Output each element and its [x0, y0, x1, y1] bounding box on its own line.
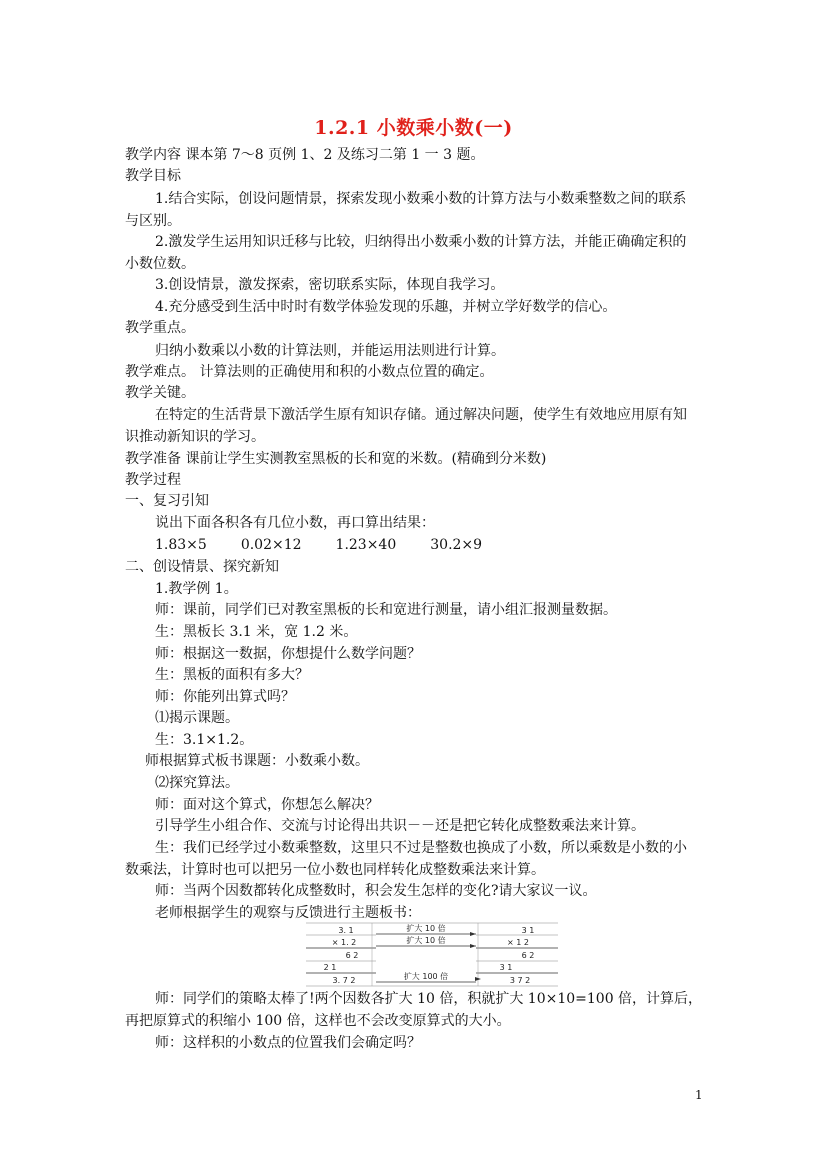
calc-item: 30.2×9: [430, 537, 483, 553]
s2-line: 生：黑板长 3.1 米，宽 1.2 米。: [155, 624, 358, 640]
s2-line: ⑴揭示课题。: [155, 710, 239, 726]
s2-line: 老师根据学生的观察与反馈进行主题板书：: [155, 905, 421, 921]
arrow-label-3: 扩大 100 倍: [403, 972, 449, 981]
crux-line-2: 识推动新知识的学习。: [125, 429, 265, 445]
lesson-title: 1.2.1 小数乘小数(一): [314, 117, 513, 139]
goal-3: 3.创设情景，激发探索，密切联系实际，体现自我学习。: [155, 277, 505, 293]
s2-line: 师：课前，同学们已对教室黑板的长和宽进行测量，请小组汇报测量数据。: [155, 602, 617, 618]
s2-line: ⑵探究算法。: [155, 775, 239, 791]
goal-1-line-1: 1.结合实际，创设问题情景，探索发现小数乘小数的计算方法与小数乘整数之间的联系: [155, 191, 687, 207]
process-heading: 教学过程: [125, 472, 181, 488]
key-points-heading: 教学重点。: [125, 320, 195, 336]
goals-heading: 教学目标: [125, 168, 181, 184]
multiplication-board-diagram: [306, 922, 558, 987]
right-row-5: 3 7 2: [509, 976, 531, 985]
calc-item: 1.23×40: [335, 537, 397, 553]
left-row-5: 3. 7 2: [332, 976, 356, 985]
right-row-2: × 1 2: [507, 938, 529, 947]
s2-line: 师：同学们的策略太棒了!两个因数各扩大 10 倍，积就扩大 10×10=100 倍，计算后，: [155, 991, 703, 1007]
s2-line: 再把原算式的积缩小 100 倍，这样也不会改变原算式的大小。: [125, 1013, 511, 1029]
s2-line: 数乘法，计算时也可以把另一位小数也同样转化成整数乘法来计算。: [125, 862, 545, 878]
calc-item: 1.83×5: [155, 537, 207, 553]
right-row-1: 3 1: [521, 926, 535, 935]
left-row-4: 2 1: [323, 963, 337, 972]
s2-line: 师：面对这个算式，你想怎么解决？: [155, 797, 379, 813]
section-1-prompt: 说出下面各积各有几位小数，再口算出结果：: [155, 515, 435, 531]
right-row-4: 3 1: [499, 963, 513, 972]
section-2-heading: 二、创设情景、探究新知: [125, 559, 279, 575]
section-1-heading: 一、复习引知: [125, 493, 209, 509]
goal-2-line-2: 小数位数。: [125, 256, 195, 272]
left-row-2: × 1. 2: [331, 938, 357, 947]
page-number: 1: [695, 1088, 703, 1102]
goal-4: 4.充分感受到生活中时时有数学体验发现的乐趣，并树立学好数学的信心。: [155, 299, 617, 315]
arrow-label-1: 扩大 10 倍: [406, 924, 446, 933]
s2-line: 生：3.1×1.2。: [155, 732, 254, 748]
crux-line-1: 在特定的生活背景下激活学生原有知识存储。通过解决问题，使学生有效地应用原有知: [155, 407, 687, 423]
s2-line: 生：黑板的面积有多大？: [155, 667, 309, 683]
teaching-content: 教学内容 课本第 7～8 页例 1、2 及练习二第 1 一 3 题。: [125, 147, 485, 163]
key-points-text: 归纳小数乘以小数的计算法则，并能运用法则进行计算。: [155, 343, 505, 359]
s2-line: 生：我们已经学过小数乘整数，这里只不过是整数也换成了小数，所以乘数是小数的小: [155, 840, 687, 856]
goal-1-line-2: 与区别。: [125, 213, 181, 229]
s2-line: 1.教学例 1。: [155, 581, 238, 597]
s2-line: 师：这样积的小数点的位置我们会确定吗？: [155, 1035, 421, 1051]
right-row-3: 6 2: [521, 951, 535, 960]
s2-line: 师根据算式板书课题：小数乘小数。: [145, 753, 369, 769]
teaching-prep: 教学准备 课前让学生实测教室黑板的长和宽的米数。(精确到分米数): [125, 451, 547, 467]
difficulty: 教学难点。 计算法则的正确使用和积的小数点位置的确定。: [125, 364, 494, 380]
left-row-1: 3. 1: [338, 926, 354, 935]
left-row-3: 6 2: [345, 951, 359, 960]
review-calculations: [155, 535, 516, 555]
goal-2-line-1: 2.激发学生运用知识迁移与比较，归纳得出小数乘小数的计算方法，并能正确确定积的: [155, 234, 687, 250]
s2-line: 师：你能列出算式吗？: [155, 689, 295, 705]
s2-line: 师：根据这一数据，你想提什么数学问题？: [155, 646, 421, 662]
s2-line: 引导学生小组合作、交流与讨论得出共识－－还是把它转化成整数乘法来计算。: [155, 818, 645, 834]
s2-line: 师：当两个因数都转化成整数时，积会发生怎样的变化?请大家议一议。: [155, 883, 597, 899]
crux-heading: 教学关键。: [125, 385, 195, 401]
arrow-label-2: 扩大 10 倍: [406, 936, 446, 945]
calc-item: 0.02×12: [240, 537, 302, 553]
